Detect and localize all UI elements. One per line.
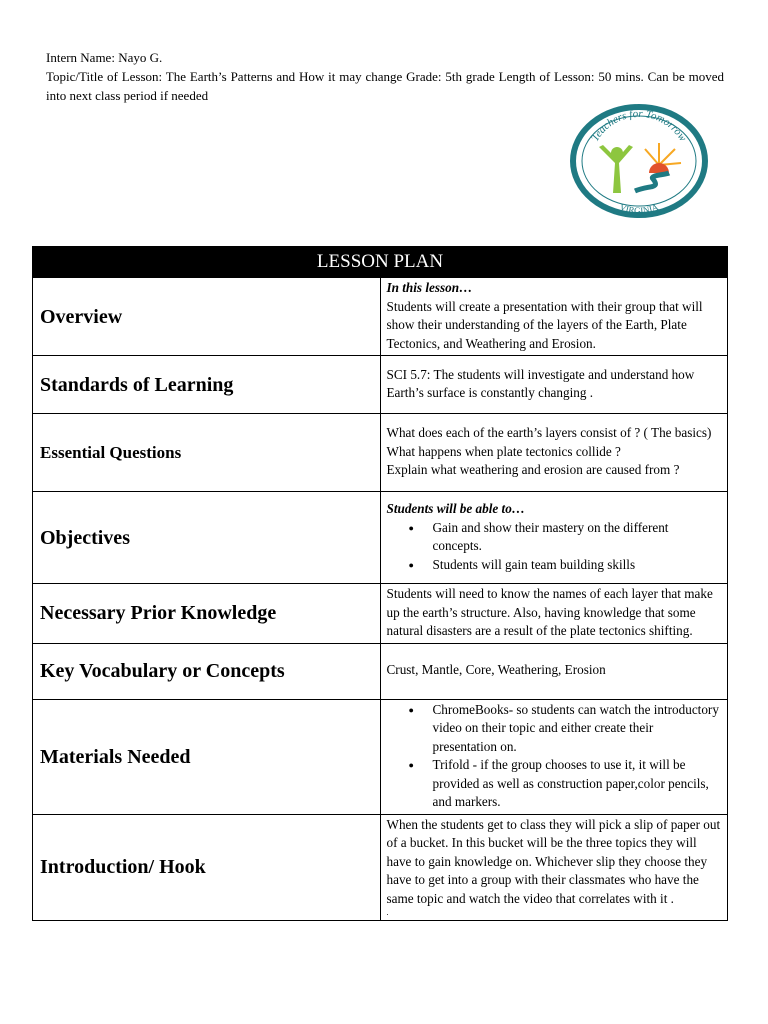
list-item: ● Students will gain team building skills <box>433 556 722 575</box>
overview-intro: In this lesson… <box>386 280 473 295</box>
standards-row <box>33 356 728 414</box>
vocabulary-row <box>33 643 728 699</box>
list-item: ● Trifold - if the group chooses to use it, it will be provided as well as construction paper,color pencils, and markers. <box>433 756 722 812</box>
materials-list <box>387 701 722 812</box>
logo-ring <box>573 107 705 215</box>
objectives-list <box>387 519 722 575</box>
objectives-content <box>380 492 728 584</box>
teachers-for-tomorrow-logo <box>569 103 709 218</box>
overview-label: Overview <box>33 278 381 356</box>
objectives-row <box>33 492 728 584</box>
prior-knowledge-label: Necessary Prior Knowledge <box>33 584 381 644</box>
logo-graphic <box>569 103 709 218</box>
overview-content <box>380 278 728 356</box>
list-item: ● ChromeBooks- so students can watch the introductory video on their topic and either create their presentation on. <box>433 701 722 757</box>
objectives-intro: Students will be able to… <box>386 501 525 516</box>
logo-arc-text-bottom: VIRGINIA <box>618 201 660 216</box>
standards-content: SCI 5.7: The students will investigate and understand how Earth’s surface is constantly changing . <box>380 356 728 414</box>
introduction-text: When the students get to class they will pick a slip of paper out of a bucket. In this bucket will be the three topics they will have to gain knowledge on. Whichever slip they choose they have to get into a group with their classmates who have the same topic and watch the video that correlates with it . <box>386 816 721 906</box>
introduction-trailing: . <box>386 908 389 917</box>
materials-content <box>380 699 728 814</box>
introduction-row <box>33 814 728 921</box>
lesson-topic: Topic/Title of Lesson: The Earth’s Patterns and How it may change Grade: 5th grade Length of Lesson: 50 mins. Can be moved into next class period if needed <box>46 69 724 103</box>
standards-label: Standards of Learning <box>33 356 381 414</box>
essential-question: What happens when plate tectonics collide ? <box>386 443 621 459</box>
essential-question: Explain what weathering and erosion are caused from ? <box>386 462 680 478</box>
vocabulary-content: Crust, Mantle, Core, Weathering, Erosion <box>380 643 728 699</box>
lesson-plan-table <box>32 246 728 921</box>
logo-arc-text-top: Teachers for Tomorrow <box>589 107 689 144</box>
list-item: ● Gain and show their mastery on the different concepts. <box>433 519 722 556</box>
overview-row <box>33 278 728 356</box>
prior-knowledge-row <box>33 584 728 644</box>
materials-row <box>33 699 728 814</box>
vocabulary-label: Key Vocabulary or Concepts <box>33 643 381 699</box>
introduction-content <box>380 814 728 921</box>
prior-knowledge-content: Students will need to know the names of each layer that make up the earth’s structure. Also, having knowledge that some natural disasters are a result of the plate tectonics shifting. <box>380 584 728 644</box>
lesson-plan-title: LESSON PLAN <box>33 247 728 278</box>
materials-label: Materials Needed <box>33 699 381 814</box>
essential-questions-content <box>380 414 728 492</box>
essential-question: What does each of the earth’s layers consist of ? ( The basics) <box>386 425 712 441</box>
essential-questions-label: Essential Questions <box>33 414 381 492</box>
intern-name: Intern Name: Nayo G. <box>46 50 163 65</box>
essential-questions-row <box>33 414 728 492</box>
document-header <box>46 48 724 105</box>
overview-text: Students will create a presentation with their group that will show their understanding of the layers of the Earth, Plate Tectonics, and Weathering and Erosion. <box>386 298 703 351</box>
objectives-label: Objectives <box>33 492 381 584</box>
introduction-label: Introduction/ Hook <box>33 814 381 921</box>
